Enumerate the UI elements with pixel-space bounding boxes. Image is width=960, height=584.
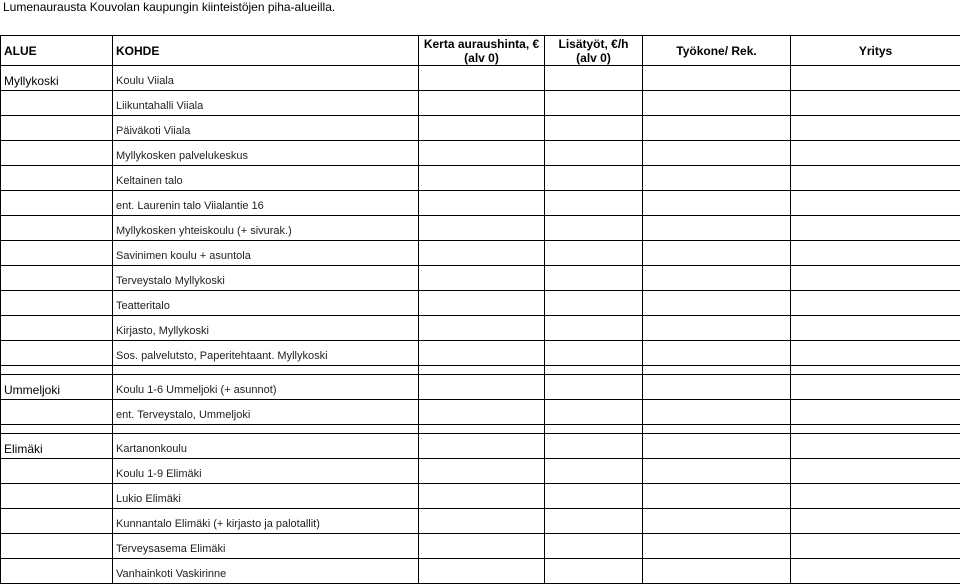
extra-work-cell[interactable]: [545, 66, 643, 91]
price-cell[interactable]: [419, 291, 545, 316]
price-cell[interactable]: [419, 484, 545, 509]
machine-cell[interactable]: [643, 266, 791, 291]
extra-work-cell[interactable]: [545, 266, 643, 291]
table-row: [1, 116, 960, 141]
machine-cell[interactable]: [643, 241, 791, 266]
separator-cell: [113, 425, 419, 434]
snow-plowing-table: [0, 35, 960, 584]
table-row: [1, 509, 960, 534]
table-row: [1, 559, 960, 584]
header-area: ALUE: [1, 36, 113, 66]
separator-cell: [419, 425, 545, 434]
price-cell[interactable]: [419, 534, 545, 559]
company-cell[interactable]: [791, 266, 960, 291]
site-cell: Kirjasto, Myllykoski: [113, 316, 419, 341]
company-cell[interactable]: [791, 459, 960, 484]
site-cell: Terveysasema Elimäki: [113, 534, 419, 559]
area-cell: Ummeljoki: [1, 375, 113, 400]
separator-cell: [113, 366, 419, 375]
machine-cell[interactable]: [643, 534, 791, 559]
price-cell[interactable]: [419, 266, 545, 291]
header-price: [419, 36, 545, 66]
company-cell[interactable]: [791, 116, 960, 141]
site-cell: ent. Terveystalo, Ummeljoki: [113, 400, 419, 425]
header-price-line2: (alv 0): [419, 51, 544, 65]
group-separator-row: [1, 425, 960, 434]
area-cell: Myllykoski: [1, 66, 113, 91]
machine-cell[interactable]: [643, 141, 791, 166]
site-cell: Kunnantalo Elimäki (+ kirjasto ja palotallit): [113, 509, 419, 534]
machine-cell[interactable]: [643, 559, 791, 584]
price-cell[interactable]: [419, 241, 545, 266]
header-machine: Työkone/ Rek.: [643, 36, 791, 66]
area-cell: [1, 216, 113, 241]
header-extra-work: [545, 36, 643, 66]
price-cell[interactable]: [419, 191, 545, 216]
price-cell[interactable]: [419, 116, 545, 141]
company-cell[interactable]: [791, 141, 960, 166]
machine-cell[interactable]: [643, 291, 791, 316]
machine-cell[interactable]: [643, 375, 791, 400]
site-cell: Lukio Elimäki: [113, 484, 419, 509]
header-extra-line2: (alv 0): [545, 51, 642, 65]
company-cell[interactable]: [791, 509, 960, 534]
area-cell: [1, 316, 113, 341]
area-cell: [1, 559, 113, 584]
separator-cell: [419, 366, 545, 375]
table-row: [1, 241, 960, 266]
table-row: [1, 66, 960, 91]
price-cell[interactable]: [419, 141, 545, 166]
separator-cell: [643, 366, 791, 375]
extra-work-cell[interactable]: [545, 116, 643, 141]
separator-cell: [791, 366, 960, 375]
machine-cell[interactable]: [643, 166, 791, 191]
site-cell: Päiväkoti Viiala: [113, 116, 419, 141]
area-cell: [1, 166, 113, 191]
area-cell: [1, 459, 113, 484]
company-cell[interactable]: [791, 166, 960, 191]
company-cell[interactable]: [791, 341, 960, 366]
company-cell[interactable]: [791, 66, 960, 91]
extra-work-cell[interactable]: [545, 91, 643, 116]
site-cell: Terveystalo Myllykoski: [113, 266, 419, 291]
machine-cell[interactable]: [643, 341, 791, 366]
area-cell: [1, 191, 113, 216]
table-row: [1, 375, 960, 400]
extra-work-cell[interactable]: [545, 459, 643, 484]
machine-cell[interactable]: [643, 484, 791, 509]
extra-work-cell[interactable]: [545, 400, 643, 425]
header-site: KOHDE: [113, 36, 419, 66]
company-cell[interactable]: [791, 434, 960, 459]
site-cell: Myllykosken palvelukeskus: [113, 141, 419, 166]
site-cell: Koulu 1-9 Elimäki: [113, 459, 419, 484]
site-cell: Teatteritalo: [113, 291, 419, 316]
site-cell: Liikuntahalli Viiala: [113, 91, 419, 116]
machine-cell[interactable]: [643, 459, 791, 484]
extra-work-cell[interactable]: [545, 191, 643, 216]
table-row: [1, 434, 960, 459]
extra-work-cell[interactable]: [545, 484, 643, 509]
price-cell[interactable]: [419, 66, 545, 91]
separator-cell: [545, 425, 643, 434]
area-cell: [1, 341, 113, 366]
table-row: [1, 484, 960, 509]
machine-cell[interactable]: [643, 116, 791, 141]
company-cell[interactable]: [791, 241, 960, 266]
area-cell: [1, 91, 113, 116]
table-row: [1, 291, 960, 316]
extra-work-cell[interactable]: [545, 291, 643, 316]
separator-cell: [1, 425, 113, 434]
price-cell[interactable]: [419, 509, 545, 534]
header-extra-line1: Lisätyöt, €/h: [545, 37, 642, 51]
company-cell[interactable]: [791, 91, 960, 116]
extra-work-cell[interactable]: [545, 434, 643, 459]
price-cell[interactable]: [419, 166, 545, 191]
machine-cell[interactable]: [643, 434, 791, 459]
area-cell: Elimäki: [1, 434, 113, 459]
extra-work-cell[interactable]: [545, 341, 643, 366]
group-separator-row: [1, 366, 960, 375]
machine-cell[interactable]: [643, 509, 791, 534]
table-row: [1, 191, 960, 216]
table-body: [1, 66, 960, 584]
site-cell: Myllykosken yhteiskoulu (+ sivurak.): [113, 216, 419, 241]
site-cell: Vanhainkoti Vaskirinne: [113, 559, 419, 584]
table-row: [1, 341, 960, 366]
company-cell[interactable]: [791, 316, 960, 341]
header-price-line1: Kerta auraushinta, €: [419, 37, 544, 51]
machine-cell[interactable]: [643, 66, 791, 91]
site-cell: Sos. palvelutsto, Paperitehtaant. Myllykoski: [113, 341, 419, 366]
table-row: [1, 216, 960, 241]
price-cell[interactable]: [419, 459, 545, 484]
area-cell: [1, 400, 113, 425]
price-cell[interactable]: [419, 216, 545, 241]
header-row: [1, 36, 960, 66]
area-cell: [1, 509, 113, 534]
extra-work-cell[interactable]: [545, 216, 643, 241]
extra-work-cell[interactable]: [545, 141, 643, 166]
header-company: Yritys: [791, 36, 960, 66]
extra-work-cell[interactable]: [545, 316, 643, 341]
company-cell[interactable]: [791, 191, 960, 216]
machine-cell[interactable]: [643, 216, 791, 241]
separator-cell: [643, 425, 791, 434]
area-cell: [1, 241, 113, 266]
site-cell: ent. Laurenin talo Viialantie 16: [113, 191, 419, 216]
area-cell: [1, 484, 113, 509]
company-cell[interactable]: [791, 400, 960, 425]
extra-work-cell[interactable]: [545, 375, 643, 400]
company-cell[interactable]: [791, 375, 960, 400]
table-row: [1, 459, 960, 484]
company-cell[interactable]: [791, 291, 960, 316]
site-cell: Kartanonkoulu: [113, 434, 419, 459]
table-row: [1, 400, 960, 425]
table-row: [1, 534, 960, 559]
machine-cell[interactable]: [643, 400, 791, 425]
extra-work-cell[interactable]: [545, 534, 643, 559]
company-cell[interactable]: [791, 484, 960, 509]
table-row: [1, 141, 960, 166]
price-cell[interactable]: [419, 559, 545, 584]
table-row: [1, 166, 960, 191]
extra-work-cell[interactable]: [545, 166, 643, 191]
extra-work-cell[interactable]: [545, 509, 643, 534]
machine-cell[interactable]: [643, 91, 791, 116]
extra-work-cell[interactable]: [545, 559, 643, 584]
area-cell: [1, 266, 113, 291]
table-row: [1, 266, 960, 291]
extra-work-cell[interactable]: [545, 241, 643, 266]
area-cell: [1, 534, 113, 559]
site-cell: Koulu Viiala: [113, 66, 419, 91]
price-cell[interactable]: [419, 316, 545, 341]
price-cell[interactable]: [419, 91, 545, 116]
price-cell[interactable]: [419, 341, 545, 366]
site-cell: Savinimen koulu + asuntola: [113, 241, 419, 266]
price-cell[interactable]: [419, 434, 545, 459]
table-row: [1, 91, 960, 116]
area-cell: [1, 141, 113, 166]
page-title: Lumenaurausta Kouvolan kaupungin kiinteistöjen piha-alueilla.: [3, 0, 335, 14]
separator-cell: [791, 425, 960, 434]
area-cell: [1, 291, 113, 316]
price-cell[interactable]: [419, 375, 545, 400]
separator-cell: [545, 366, 643, 375]
company-cell[interactable]: [791, 216, 960, 241]
machine-cell[interactable]: [643, 316, 791, 341]
area-cell: [1, 116, 113, 141]
table-row: [1, 316, 960, 341]
price-cell[interactable]: [419, 400, 545, 425]
separator-cell: [1, 366, 113, 375]
company-cell[interactable]: [791, 559, 960, 584]
company-cell[interactable]: [791, 534, 960, 559]
machine-cell[interactable]: [643, 191, 791, 216]
site-cell: Koulu 1-6 Ummeljoki (+ asunnot): [113, 375, 419, 400]
site-cell: Keltainen talo: [113, 166, 419, 191]
